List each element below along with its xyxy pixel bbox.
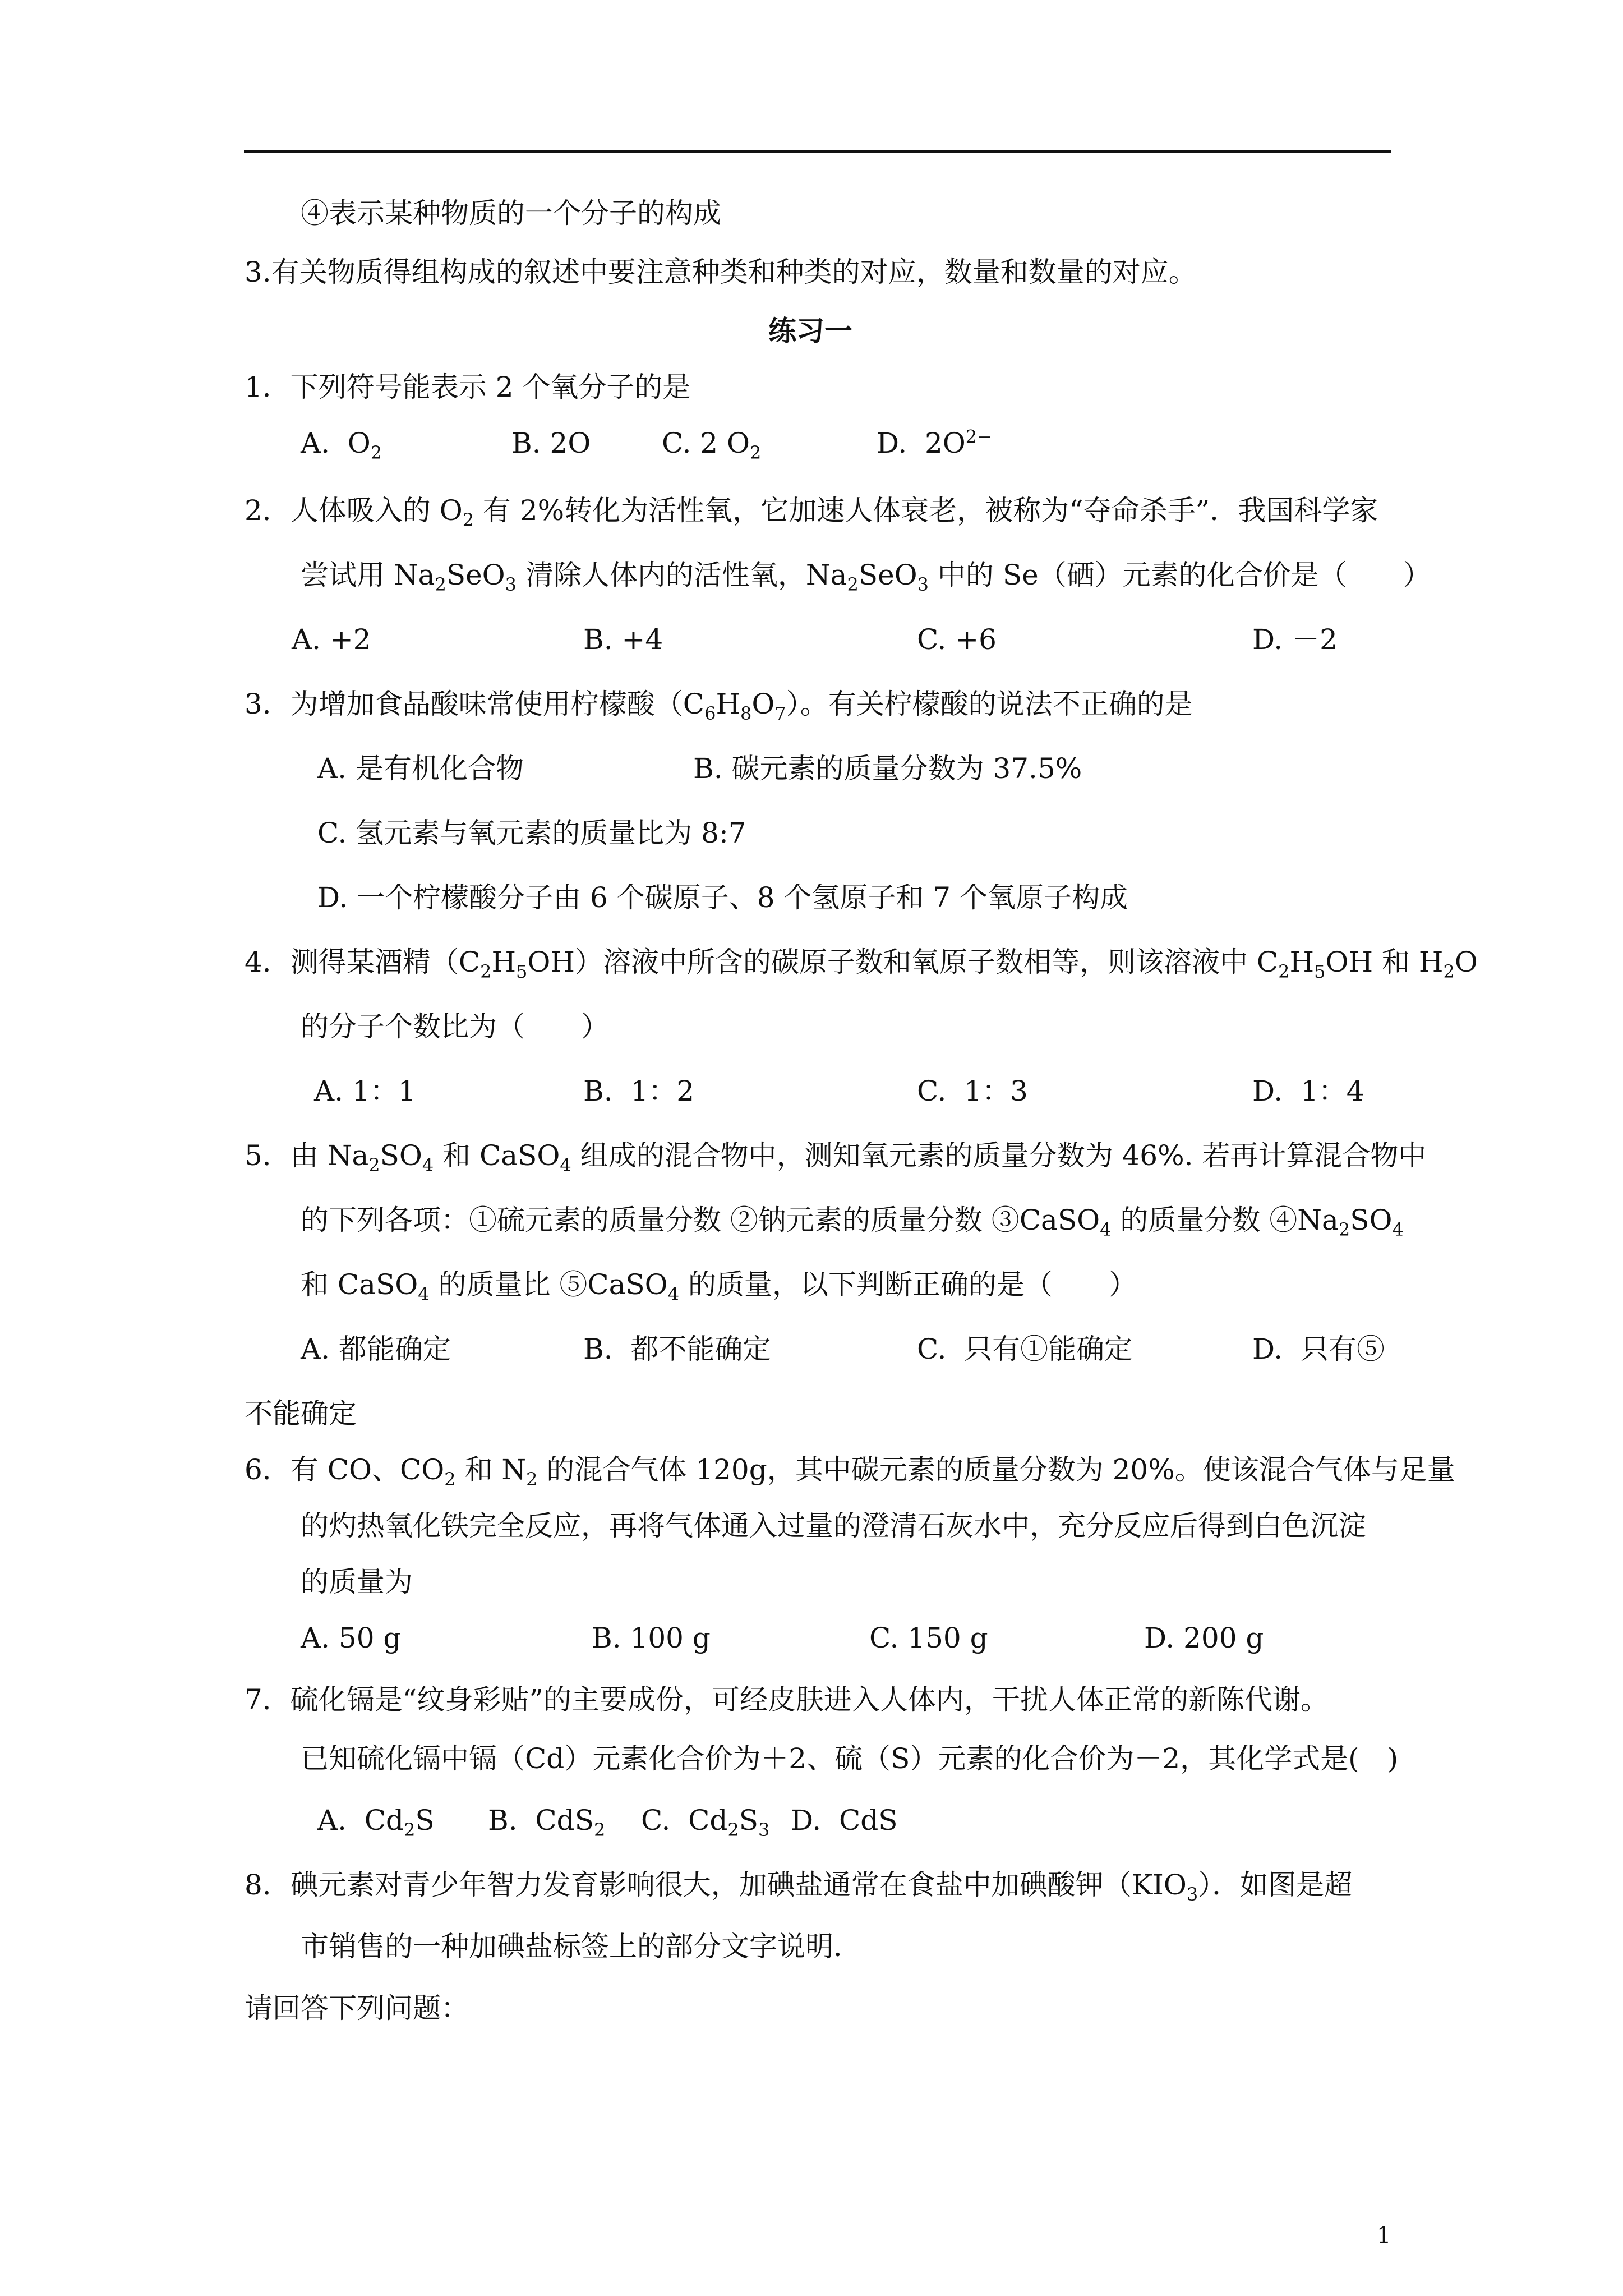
q6-option-b: B. 100 g [592,1622,711,1654]
q4-line-2: 的分子个数比为（ ） [301,1010,609,1043]
q3-option-c: C. 氢元素与氧元素的质量比为 8:7 [317,817,746,849]
q2-line-2: 尝试用 $Na_2SeO_3$ 清除人体内的活性氧，$Na_2SeO_3$ 中的 Se（硒）元素的化合价是（ ） [301,559,1431,595]
q6-line-3: 的质量为 [301,1566,413,1598]
q7-option-b: B. CdS$_2$ [488,1804,606,1841]
q4-option-b: B. 1：2 [583,1075,695,1107]
q5-option-b: B. 都不能确定 [583,1333,771,1365]
q5-option-c: C. 只有①能确定 [917,1333,1133,1365]
q6-option-a: A. 50 g [301,1622,402,1654]
q8-line-1: 8．碘元素对青少年智力发育影响很大，加碘盐通常在食盐中加碘酸钾$(KIO_3)$．如图是超 [245,1869,1353,1905]
q5-option-d: D. 只有⑤ [1252,1333,1385,1365]
q8-line-2: 市销售的一种加碘盐标签上的部分文字说明． [301,1930,861,1963]
q1-option-c: C. 2 $O_2$ [662,427,762,463]
q2-option-b: B. +4 [583,623,663,656]
q4-option-a: A. 1：1 [314,1075,416,1107]
q5-line-1: 5．由 $Na_2SO_4$ 和 CaSO$_4$ 组成的混合物中，测知氧元素的质量分数为 46%. 若再计算混合物中 [245,1139,1427,1176]
q5-line-3: 和 CaSO$_4$ 的质量比 ⑤CaSO$_4$ 的质量，以下判断正确的是（ ） [301,1268,1137,1305]
q6-option-c: C. 150 g [869,1622,988,1654]
q5-wrap-line: 不能确定 [245,1397,357,1430]
q5-line-2: 的下列各项：①硫元素的质量分数 ②钠元素的质量分数 ③CaSO$_4$ 的质量分数 $④Na_2SO_4$ [301,1204,1404,1240]
q1-option-b: B. 2O [511,427,591,459]
q5-option-a: A. 都能确定 [301,1333,451,1365]
q1-stem: 1．下列符号能表示 2 个氧分子的是 [245,371,691,403]
page-number: 1 [1377,2223,1391,2248]
intro-item-4: ④表示某种物质的一个分子的构成 [301,197,721,229]
q3-option-a: A. 是有机化合物 [317,752,524,785]
q1-option-a: A. $O_2$ [301,427,382,463]
q4-option-c: C. 1：3 [917,1075,1028,1107]
q7-option-a: A. $Cd_2S$ [317,1804,435,1841]
q2-option-c: C. +6 [917,623,997,656]
q3-stem: 3．为增加食品酸味常使用柠檬酸$(C_6H_8O_7)$。有关柠檬酸的说法不正确的是 [245,688,1193,724]
q6-option-d: D. 200 g [1144,1622,1264,1654]
q3-option-d: D. 一个柠檬酸分子由 6 个碳原子、8 个氢原子和 7 个氧原子构成 [317,881,1128,914]
q3-option-b: B. 碳元素的质量分数为 37.5% [693,752,1082,785]
q7-option-d: D. CdS [791,1804,898,1837]
q4-line-1: 4．测得某酒精$(C_2H_5OH)$溶液中所含的碳原子数和氧原子数相等，则该溶液中 $C_2H_5OH$ 和 $H_2O$ [245,946,1478,982]
q6-line-2: 的灼热氧化铁完全反应，再将气体通入过量的澄清石灰水中，充分反应后得到白色沉淀 [301,1510,1366,1542]
q4-option-d: D. 1：4 [1252,1075,1364,1107]
q6-line-1: 6．有 CO、$CO_2$ 和 $N_2$ 的混合气体 120g，其中碳元素的质量分数为 20%。使该混合气体与足量 [245,1453,1455,1490]
header-rule [244,150,1391,153]
section-title: 练习一 [768,314,852,347]
intro-point-3: 3.有关物质得组构成的叙述中要注意种类和种类的对应，数量和数量的对应。 [245,256,1197,288]
q2-option-d: D. －2 [1252,623,1338,656]
q2-line-1: 2．人体吸入的 $O_2$ 有 2%转化为活性氧，它加速人体衰老，被称为“夺命杀手”．我国科学家 [245,494,1378,531]
q1-option-d: D. $2O^{2-}$ [877,426,992,459]
q7-line-1: 7．硫化镉是“纹身彩贴”的主要成份，可经皮肤进入人体内，干扰人体正常的新陈代谢。 [245,1683,1329,1716]
q7-line-2: 已知硫化镉中镉（Cd）元素化合价为＋2、硫（S）元素的化合价为－2，其化学式是( ) [301,1742,1399,1775]
closing-prompt: 请回答下列问题： [245,1992,469,2024]
q2-option-a: A. +2 [292,623,371,656]
q7-option-c: C. $Cd_2S_3$ [641,1804,770,1841]
